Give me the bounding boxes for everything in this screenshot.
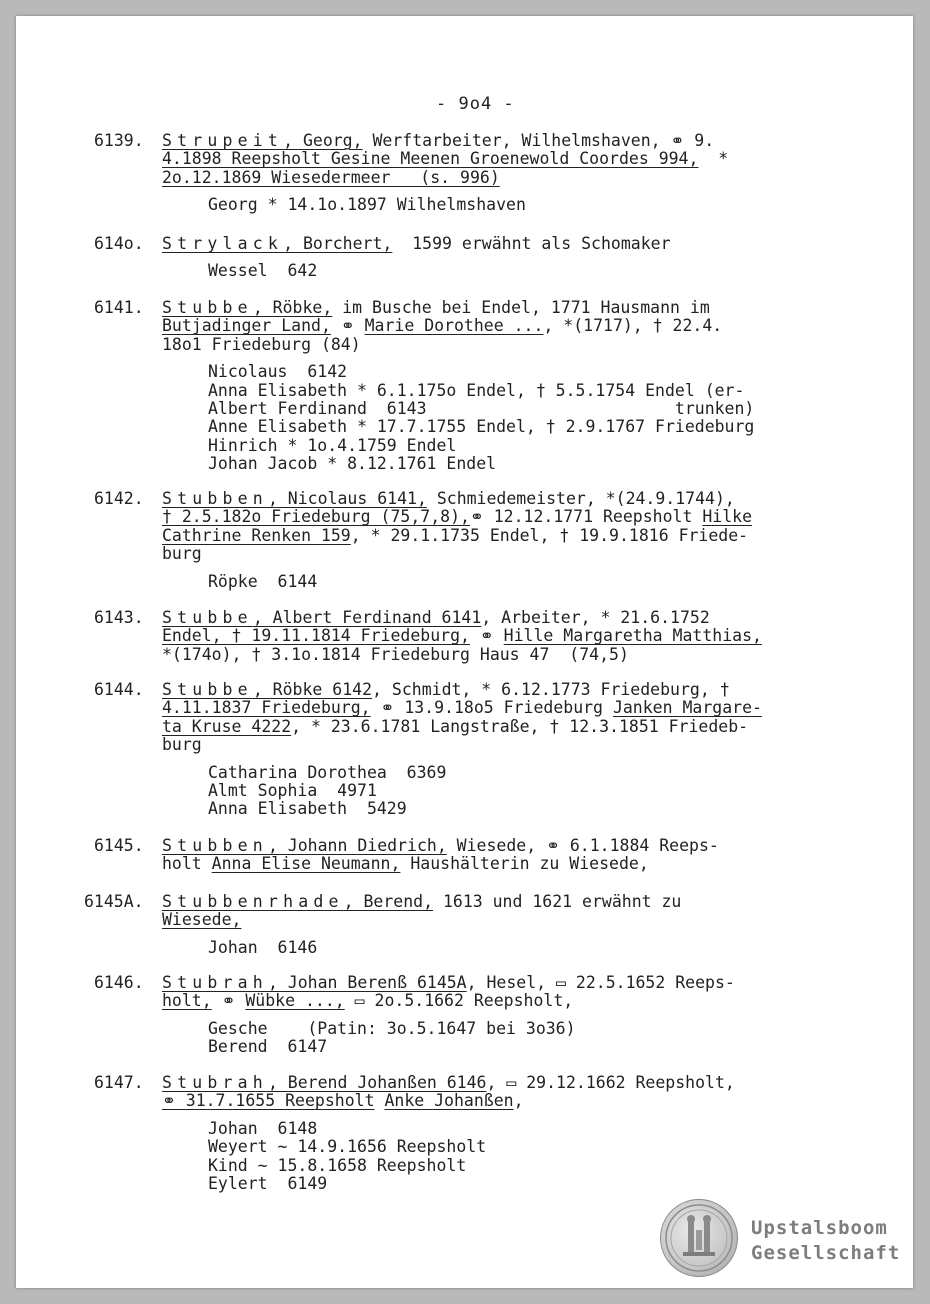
entry-number: 6144. [94,680,144,699]
surname: Stubben [162,489,268,508]
entry-text: , Albert Ferdinand 6141 [252,608,482,627]
entry-line [162,545,862,563]
entry-text: , * 23.6.1781 Langstraße, † 12.3.1851 Friedeb- [291,716,749,736]
entry-text: burg [162,735,202,755]
entry-text: Haushälterin zu Wiesede, [400,854,649,874]
entry-text: , *(1717), † 22.4. [543,316,723,336]
entry-number: 6145. [94,836,144,855]
document-page [16,16,913,1288]
entry-line [162,299,862,317]
child-entry: Eylert 6149 [208,1173,328,1193]
child-entry: Johan Jacob * 8.12.1761 Endel [208,454,497,474]
child-entry: Johan 6146 [208,937,318,957]
entry-line [162,855,862,873]
child-entry: Röpke 6144 [208,571,318,591]
entry-body [162,974,862,1057]
entry-text: 4.1898 Reepsholt Gesine Meenen Groenewold Coordes 994, [162,149,699,169]
organization-line1: Upstalsboom [751,1217,888,1239]
upstalsboom-seal-icon [660,1199,738,1277]
entry-line [162,974,862,992]
entry-body [162,609,862,664]
entry-line [162,893,862,911]
surname: Stubrah [162,973,268,992]
surname: Stubbenrhade [162,892,344,911]
surname: Stubben [162,836,268,855]
entry-line [162,646,862,664]
entry-text: 4.11.1837 Friedeburg, [162,698,371,718]
entry-text: holt [162,854,212,874]
entry-body [162,837,862,874]
entry-text: , Röbke, [252,298,333,317]
child-entry: Nicolaus 6142 [208,362,348,382]
child-entry: Weyert ~ 14.9.1656 Reepsholt [208,1137,487,1157]
child-entry: Catharina Dorothea 6369 [208,762,447,782]
entry-text: , Berend, [343,892,434,911]
entry-line [162,627,862,645]
entry-line [162,336,862,354]
entry-text: im Busche bei Endel, 1771 Hausmann im [332,298,710,317]
entry-number: 614o. [94,234,144,253]
entry-text: Wübke ..., [245,991,345,1011]
child-entry: Kind ~ 15.8.1658 Reepsholt [208,1155,467,1175]
entry-text: ta Kruse 4222 [162,716,292,736]
entry-text: Cathrine Renken 159 [162,525,351,545]
entry-number: 6147. [94,1073,144,1092]
entry-text: 1613 und 1621 erwähnt zu [433,892,682,911]
entry-text: , Arbeiter, * 21.6.1752 [481,608,710,627]
entry-text: , Röbke 6142 [252,680,373,699]
entry-text: Anna Elise Neumann, [211,854,401,874]
child-entry: Albert Ferdinand 6143 trunken) [208,398,755,418]
surname: Stubrah [162,1073,268,1092]
entry-text: , Nicolaus 6141, [267,489,427,508]
entry-line [162,508,862,526]
child-entry: Gesche (Patin: 3o.5.1647 bei 3o36) [208,1018,576,1038]
entry-text: holt, [162,991,212,1011]
entry-body [162,681,862,819]
entry-text: Wiesede, ⚭ 6.1.1884 Reeps- [446,836,719,855]
entry-text: Marie Dorothee ... [364,316,544,336]
entry-text: , Johan Berenß 6145A [267,973,467,992]
child-entry: Hinrich * 1o.4.1759 Endel [208,435,457,455]
entry-text: Janken Margare- [612,698,762,718]
entry-line [162,911,862,929]
entry-body [162,893,862,957]
entry-body [162,1074,862,1193]
entry-text: , Borchert, [283,234,393,253]
entry-text: ⚭ 12.12.1771 Reepsholt [469,507,703,527]
entry-line [162,527,862,545]
entry-text: , Georg, [283,131,363,150]
entry-text: , * 29.1.1735 Endel, † 19.9.1816 Friede- [350,525,749,545]
entry-line [162,1092,862,1110]
entry-text: 18o1 Friedeburg (84) [162,334,361,354]
organization-name [751,1216,900,1266]
surname: Strupeit [162,131,284,150]
surname: Strylack [162,234,284,253]
entry-line [162,699,862,717]
entry-line [162,490,862,508]
entry-text: Hille Margaretha Matthias, [503,626,762,646]
page-number: - 9o4 - [436,94,515,114]
entry-text: Endel, † 19.11.1814 Friedeburg, [162,626,470,646]
entry-line [162,169,862,187]
entry-text: , ▭ 29.12.1662 Reepsholt, [486,1073,735,1092]
entry-text: ▭ 2o.5.1662 Reepsholt, [344,991,574,1011]
entry-body [162,132,862,215]
entry-text: burg [162,544,202,564]
entry-body [162,299,862,474]
child-entry: Johan 6148 [208,1118,318,1138]
entry-text: ⚭ [469,626,504,646]
entry-number: 6141. [94,298,144,317]
entry-number: 6142. [94,489,144,508]
entry-text: ⚭ [211,991,246,1011]
entry-line [162,681,862,699]
entry-text: *(174o), † 3.1o.1814 Friedeburg Haus 47 (74,5) [162,644,629,664]
child-entry: Georg * 14.1o.1897 Wilhelmshaven [208,195,526,215]
entry-text: , Berend Johanßen 6146 [267,1073,487,1092]
entry-line [162,992,862,1010]
entry-text: , Hesel, ▭ 22.5.1652 Reeps- [466,973,735,992]
entry-line [162,609,862,627]
entry-text: Butjadinger Land, [162,316,331,336]
surname: Stubbe [162,608,253,627]
entry-text: , Schmidt, * 6.12.1773 Friedeburg, † [372,680,730,699]
entry-line [162,736,862,754]
entry-text: ⚭ 31.7.1655 Reepsholt [162,1091,375,1111]
entry-line [162,317,862,335]
child-entry: Almt Sophia 4971 [208,780,377,800]
surname: Stubbe [162,680,253,699]
entry-number: 6145A. [84,892,144,911]
entry-text: Werftarbeiter, Wilhelmshaven, ⚭ 9. [362,131,715,150]
entry-number: 6143. [94,608,144,627]
entry-line [162,837,862,855]
entry-text: , Johann Diedrich, [267,836,447,855]
entry-text: , [513,1091,524,1111]
surname: Stubbe [162,298,253,317]
child-entry: Anna Elisabeth * 6.1.175o Endel, † 5.5.1754 Endel (er- [208,380,745,400]
entry-text: ⚭ 13.9.18o5 Friedeburg [370,698,613,718]
entry-text: * [698,149,729,169]
organization-line2: Gesellschaft [751,1242,901,1264]
entry-text: 2o.12.1869 Wiesedermeer (s. 996) [162,167,500,187]
entry-text: Wiesede, [162,910,242,930]
entry-number: 6146. [94,973,144,992]
entry-text: † 2.5.182o Friedeburg (75,7,8), [162,507,470,527]
child-entry: Berend 6147 [208,1037,328,1057]
entry-text: Hilke [702,507,752,527]
child-entry: Anna Elisabeth 5429 [208,799,407,819]
entry-body [162,490,862,591]
entry-text: ⚭ [330,316,365,336]
child-entry: Wessel 642 [208,261,318,281]
entry-number: 6139. [94,131,144,150]
entry-text: 1599 erwähnt als Schomaker [392,234,671,253]
entry-text [375,1091,385,1110]
entry-line [162,132,862,150]
child-entry: Anne Elisabeth * 17.7.1755 Endel, † 2.9.1767 Friedeburg [208,417,755,437]
entry-body [162,235,862,281]
entry-text: Schmiedemeister, *(24.9.1744), [426,489,735,508]
entry-line [162,235,862,253]
entry-line [162,150,862,168]
entry-text: Anke Johanßen [384,1091,514,1111]
entry-line [162,1074,862,1092]
entry-line [162,718,862,736]
